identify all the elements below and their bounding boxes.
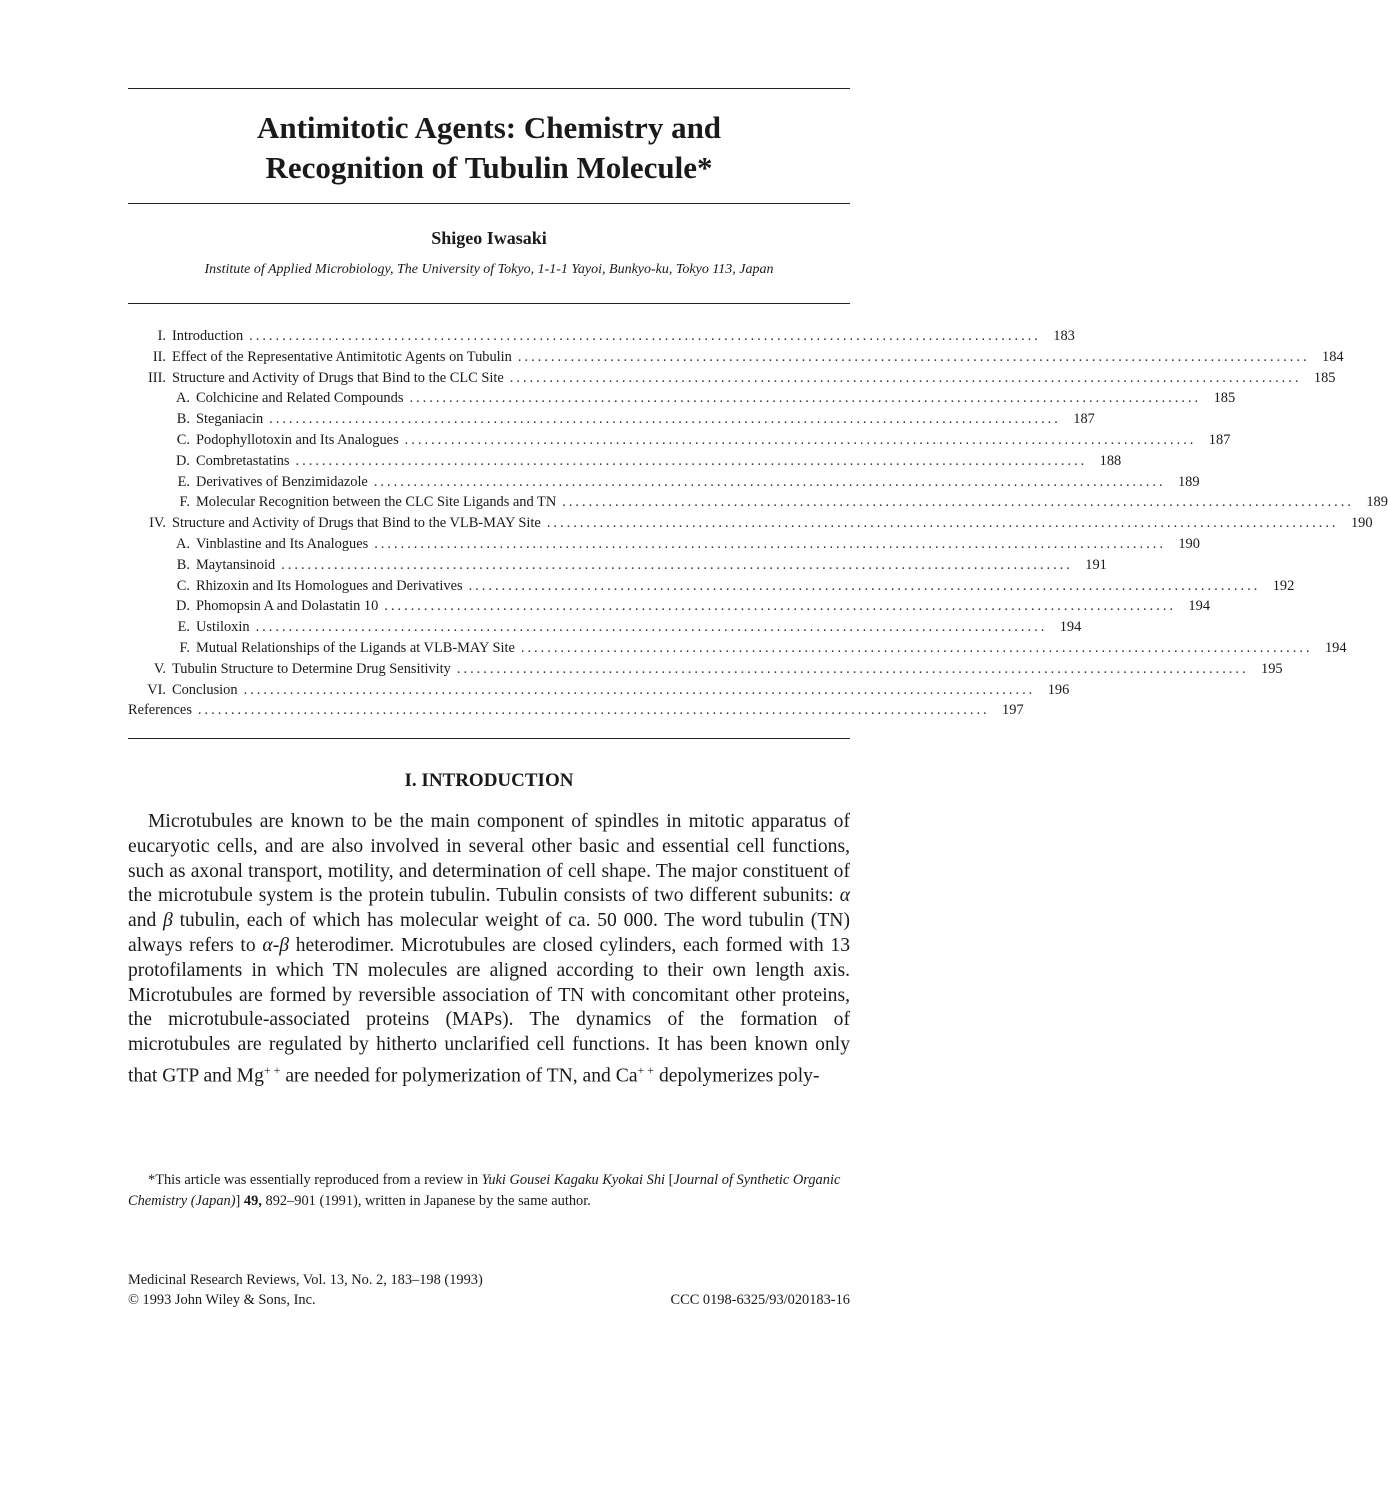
toc-leader-dots: ........................................................................................................................: [281, 556, 1073, 573]
toc-entry-label: Podophyllotoxin and Its Analogues: [196, 431, 399, 448]
toc-leader-dots: ........................................................................................................................: [197, 702, 990, 719]
toc-entry-page: 191: [1085, 556, 1107, 573]
journal-citation: Medicinal Research Reviews, Vol. 13, No. 2, 183–198 (1993): [128, 1272, 483, 1288]
toc-entry-number: D.: [176, 598, 190, 615]
toc-entry-label: References: [128, 702, 192, 719]
toc-entry-number: F.: [179, 494, 190, 511]
toc-entry-label: Structure and Activity of Drugs that Bind to the VLB-MAY Site: [172, 515, 541, 532]
toc-entry: [128, 638, 1347, 659]
toc-entry-page: 189: [1177, 473, 1200, 490]
toc-leader-dots: ........................................................................................................................: [517, 348, 1310, 365]
journal-info: [128, 1270, 850, 1310]
toc-entry-number: VI.: [147, 681, 166, 698]
toc-entry-number: I.: [157, 328, 166, 344]
ccc-code: CCC 0198-6325/93/020183-16: [670, 1292, 850, 1308]
toc-leader-dots: ........................................................................................................................: [384, 598, 1177, 615]
toc-leader-dots: ........................................................................................................................: [374, 535, 1166, 552]
toc-entry-page: 194: [1188, 598, 1211, 615]
title-rule: [128, 203, 850, 204]
toc-entry: [128, 472, 1200, 493]
footnote: *This article was essentially reproduced from a review in Yuki Gousei Kagaku Kyokai Shi [Journal of Synthetic Organic Chemistry (Japan)] 49, 892–901 (1991), written in Japanese by the same author.: [128, 1172, 841, 1209]
toc-entry-number: F.: [179, 639, 190, 656]
toc-leader-dots: ........................................................................................................................: [243, 681, 1036, 698]
toc-entry-number: II.: [152, 348, 166, 365]
toc-entry-number: E.: [177, 473, 190, 490]
toc-entry-page: 194: [1059, 619, 1082, 636]
toc-entry: [128, 451, 1122, 472]
toc-entry-label: Tubulin Structure to Determine Drug Sensitivity: [172, 660, 451, 677]
toc-entry-label: Phomopsin A and Dolastatin 10: [196, 598, 379, 615]
toc-leader-dots: ........................................................................................................................: [295, 452, 1088, 469]
affiliation-rule: [128, 303, 850, 304]
toc-entry-page: 183: [1053, 328, 1075, 344]
toc-entry-number: E.: [177, 619, 190, 636]
toc-entry-number: C.: [176, 431, 190, 448]
toc-rule: [128, 738, 850, 739]
toc-entry: [128, 492, 1388, 513]
toc-entry: [128, 409, 1095, 430]
toc-entry-number: D.: [176, 452, 190, 469]
toc-entry-number: IV.: [149, 515, 166, 532]
toc-entry-label: Vinblastine and Its Analogues: [196, 535, 369, 552]
top-rule: [128, 88, 850, 89]
toc-entry-label: Molecular Recognition between the CLC Site Ligands and TN: [196, 494, 557, 511]
toc-entry-page: 189: [1366, 494, 1388, 511]
toc-leader-dots: ........................................................................................................................: [404, 431, 1197, 448]
toc-entry: [128, 680, 1070, 701]
toc-entry-number: B.: [176, 411, 190, 428]
toc-entry-page: 190: [1350, 515, 1373, 532]
toc-entry-number: B.: [176, 556, 190, 573]
title-line-1: Antimitotic Agents: Chemistry and: [256, 110, 722, 145]
toc-entry: [128, 513, 1373, 534]
toc-leader-dots: ........................................................................................................................: [269, 411, 1061, 428]
toc-entry-number: III.: [148, 369, 166, 386]
toc-entry-label: Introduction: [172, 328, 244, 344]
toc-entry: [128, 555, 1107, 576]
toc-leader-dots: ........................................................................................................................: [546, 515, 1339, 532]
table-of-contents: [128, 326, 1388, 721]
toc-entry-number: A.: [176, 535, 190, 552]
toc-entry: [128, 326, 1075, 347]
toc-entry-page: 190: [1178, 535, 1200, 552]
title-line-2: Recognition of Tubulin Molecule*: [265, 150, 713, 185]
toc-entry: [128, 368, 1336, 389]
toc-entry-number: V.: [153, 660, 166, 677]
toc-entry-page: 185: [1313, 369, 1336, 386]
toc-entry-page: 194: [1324, 639, 1347, 656]
section-heading: I. INTRODUCTION: [404, 770, 574, 791]
toc-entry-page: 187: [1073, 411, 1095, 428]
toc-leader-dots: ........................................................................................................................: [456, 660, 1249, 677]
toc-entry-page: 185: [1213, 390, 1236, 407]
toc-entry-label: Conclusion: [172, 681, 238, 698]
toc-entry-page: 197: [1002, 702, 1024, 719]
toc-entry-label: Steganiacin: [196, 411, 264, 428]
toc-entry-label: Structure and Activity of Drugs that Bind to the CLC Site: [172, 369, 504, 386]
copyright-line: © 1993 John Wiley & Sons, Inc.: [128, 1292, 316, 1308]
toc-entry: [128, 596, 1211, 617]
toc-entry-page: 187: [1208, 431, 1231, 448]
toc-leader-dots: ........................................................................................................................: [249, 328, 1041, 344]
toc-leader-dots: ........................................................................................................................: [562, 494, 1354, 511]
toc-entry-page: 192: [1272, 577, 1295, 594]
toc-entry: [128, 347, 1344, 368]
toc-entry-label: Effect of the Representative Antimitotic Agents on Tubulin: [172, 348, 512, 365]
toc-entry-label: Rhizoxin and Its Homologues and Derivatives: [196, 577, 463, 594]
toc-entry-number: C.: [176, 577, 190, 594]
toc-leader-dots: ........................................................................................................................: [509, 369, 1302, 386]
toc-entry-page: 184: [1322, 348, 1344, 365]
toc-entry-label: Combretastatins: [196, 452, 290, 469]
paper-title: [128, 108, 850, 188]
toc-entry: [128, 617, 1082, 638]
toc-entry: [128, 659, 1283, 680]
toc-entry-label: Maytansinoid: [196, 556, 276, 573]
toc-entry-label: Colchicine and Related Compounds: [196, 390, 404, 407]
toc-entry-page: 195: [1261, 660, 1283, 677]
introduction-paragraph: Microtubules are known to be the main component of spindles in mitotic apparatus of eucaryotic cells, and are also involved in several other basic and essential cell functions, such as axonal transport, motility, and determination of cell shape. The major constituent of the microtubule system is the protein tubulin. Tubulin consists of two different subunits: α and β tubulin, each of which has molecular weight of ca. 50 000. The word tubulin (TN) always refers to α-β heterodimer. Microtubules are closed cylinders, each formed with 13 protofilaments in which TN molecules are aligned according to their own length axis. Microtubules are formed by reversible association of TN with concomitant other proteins, the microtubule-associated proteins (MAPs). The dynamics of the formation of microtubules are regulated by hitherto unclarified cell functions. It has been known only that GTP and Mg+ + are needed for polymerization of TN, and Ca+ + depolymerizes poly-: [128, 811, 850, 1087]
toc-leader-dots: ........................................................................................................................: [409, 390, 1202, 407]
toc-leader-dots: ........................................................................................................................: [255, 619, 1048, 636]
toc-entry: [128, 576, 1295, 597]
toc-entry-page: 196: [1047, 681, 1070, 698]
toc-entry: [128, 700, 1024, 721]
toc-entry-page: 188: [1099, 452, 1122, 469]
toc-leader-dots: ........................................................................................................................: [520, 639, 1313, 656]
toc-entry-label: Ustiloxin: [196, 619, 250, 636]
toc-entry-label: Derivatives of Benzimidazole: [196, 473, 368, 490]
author-affiliation: Institute of Applied Microbiology, The University of Tokyo, 1-1-1 Yayoi, Bunkyo-ku, Tokyo 113, Japan: [204, 262, 774, 277]
toc-entry: [128, 430, 1231, 451]
toc-leader-dots: ........................................................................................................................: [373, 473, 1166, 490]
toc-entry-number: A.: [176, 390, 190, 407]
toc-entry-label: Mutual Relationships of the Ligands at VLB-MAY Site: [196, 639, 515, 656]
toc-entry: [128, 388, 1236, 409]
toc-leader-dots: ........................................................................................................................: [468, 577, 1261, 594]
author-name: Shigeo Iwasaki: [431, 228, 547, 248]
toc-entry: [128, 534, 1200, 555]
